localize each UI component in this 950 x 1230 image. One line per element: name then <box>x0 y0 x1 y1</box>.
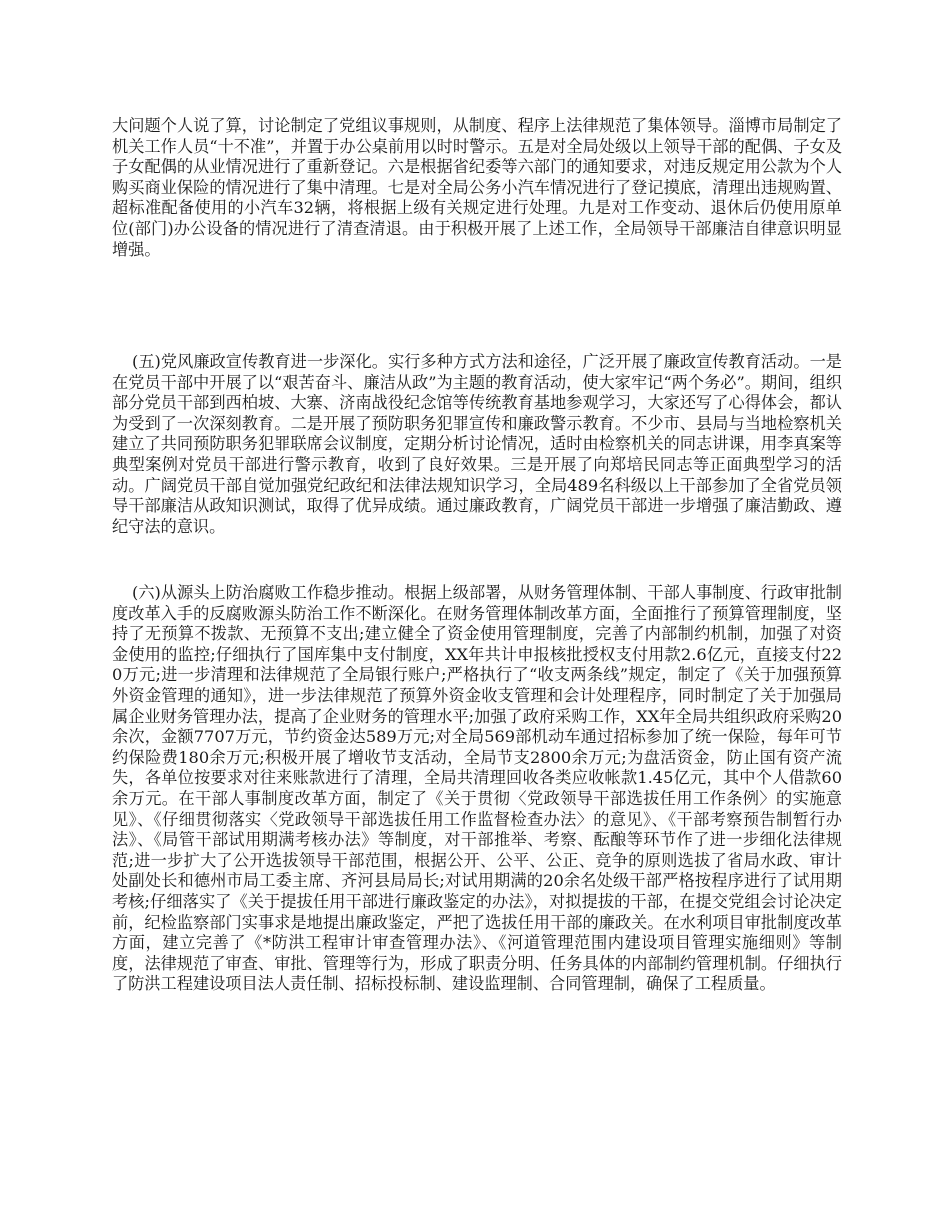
paragraph-integrity-education: (五)党风廉政宣传教育进一步深化。实行多种方式方法和途径，广泛开展了廉政宣传教育活动。一是在党员干部中开展了以“艰苦奋斗、廉洁从政”为主题的教育活动，使大家牢记“两个务必”。期间，组织部分党员干部到西柏坡、大寨、济南战役纪念馆等传统教育基地参观学习，大家还写了心得体会，都认为受到了一次深刻教育。二是开展了预防职务犯罪宣传和廉政警示教育。不少市、县局与当地检察机关建立了共同预防职务犯罪联席会议制度，定期分析讨论情况，适时由检察机关的同志讲课，用李真案等典型案例对党员干部进行警示教育，收到了良好效果。三是开展了向郑培民同志等正面典型学习的活动。广阔党员干部自觉加强党纪政纪和法律法规知识学习，全局489名科级以上干部参加了全省党员领导干部廉洁从政知识测试，取得了优异成绩。通过廉政教育，广阔党员干部进一步增强了廉洁勤政、遵纪守法的意识。 <box>112 352 842 536</box>
paragraph-self-discipline: 大问题个人说了算，讨论制定了党组议事规则，从制度、程序上法律规范了集体领导。淄博市局制定了机关工作人员“十不准”，并置于办公桌前用以时时警示。五是对全局处级以上领导干部的配偶、子女及子女配偶的从业情况进行了重新登记。六是根据省纪委等六部门的通知要求，对违反规定用公款为个人购买商业保险的情况进行了集中清理。七是对全局公务小汽车情况进行了登记摸底，清理出违规购置、超标准配备使用的小汽车32辆，将根据上级有关规定进行处理。九是对工作变动、退休后仍使用原单位(部门)办公设备的情况进行了清查清退。由于积极开展了上述工作，全局领导干部廉洁自律意识明显增强。 <box>112 116 842 259</box>
paragraph-source-prevention: (六)从源头上防治腐败工作稳步推动。根据上级部署，从财务管理体制、干部人事制度、行政审批制度改革入手的反腐败源头防治工作不断深化。在财务管理体制改革方面，全面推行了预算管理制度，坚持了无预算不拨款、无预算不支出;建立健全了资金使用管理制度，完善了内部制约机制，加强了对资金使用的监控;仔细执行了国库集中支付制度，XX年共计申报核批授权支付用款2.6亿元，直接支付220万元;进一步清理和法律规范了全局银行账户;严格执行了“收支两条线”规定，制定了《关于加强预算外资金管理的通知》，进一步法律规范了预算外资金收支管理和会计处理程序，同时制定了关于加强局属企业财务管理办法，提高了企业财务的管理水平;加强了政府采购工作，XX年全局共组织政府采购20余次，金额7707万元，节约资金达589万元;对全局569部机动车通过招标参加了统一保险，每年可节约保险费180余万元;积极开展了增收节支活动，全局节支2800余万元;为盘活资金，防止国有资产流失，各单位按要求对往来账款进行了清理，全局共清理回收各类应收帐款1.45亿元，其中个人借款60余万元。在干部人事制度改革方面，制定了《关于贯彻〈党政领导干部选拔任用工作条例〉的实施意见》、《仔细贯彻落实〈党政领导干部选拔任用工作监督检查办法〉的意见》、《干部考察预告制暂行办法》、《局管干部试用期满考核办法》等制度，对干部推举、考察、酝酿等环节作了进一步细化法律规范;进一步扩大了公开选拔领导干部范围，根据公开、公平、公正、竞争的原则选拔了省局水政、审计处副处长和德州市局工委主席、齐河县局局长;对试用期满的20余名处级干部严格按程序进行了试用期考核;仔细落实了《关于提拔任用干部进行廉政鉴定的办法》，对拟提拔的干部，在提交党组会讨论决定前，纪检监察部门实事求是地提出廉政鉴定，严把了选拔任用干部的廉政关。在水利项目审批制度改革方面，建立完善了《*防洪工程审计审查管理办法》、《河道管理范围内建设项目管理实施细则》等制度，法律规范了审查、审批、管理等行为，形成了职责分明、任务具体的内部制约管理机制。仔细执行了防洪工程建设项目法人责任制、招标投标制、建设监理制、合同管理制，确保了工程质量。 <box>112 583 842 994</box>
